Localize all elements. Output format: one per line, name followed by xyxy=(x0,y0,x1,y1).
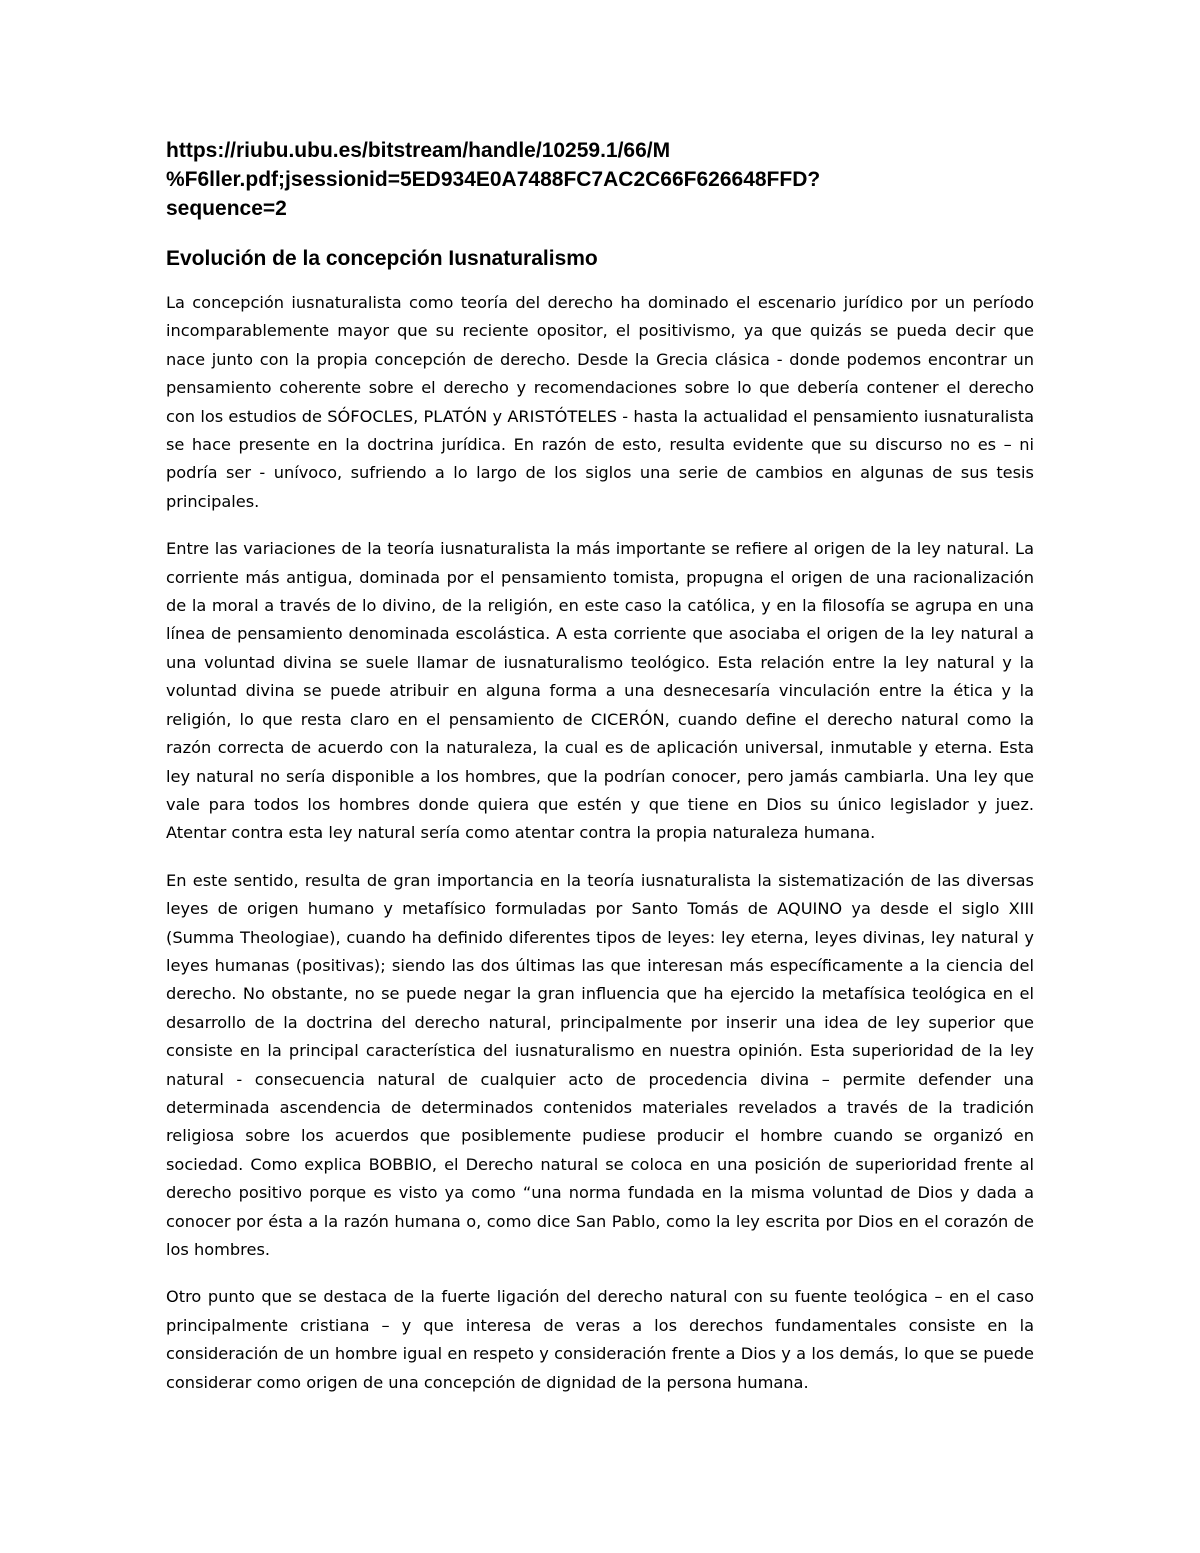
source-url-line: sequence=2 xyxy=(166,197,287,220)
document-title: Evolución de la concepción Iusnaturalismo xyxy=(166,247,598,270)
body-paragraph: En este sentido, resulta de gran importancia en la teoría iusnaturalista la sistematización de las diversas leyes de origen humano y metafísico formuladas por Santo Tomás de AQUINO ya desde el siglo XIII (Summa Theologiae), cuando ha definido diferentes tipos de leyes: ley eterna, leyes divinas, ley natural y leyes humanas (positivas); siendo las dos últimas las que interesan más específicamente a la ciencia del derecho. No obstante, no se puede negar la gran influencia que ha ejercido la metafísica teológica en el desarrollo de la doctrina del derecho natural, principalmente por inserir una idea de ley superior que consiste en la principal característica del iusnaturalismo en nuestra opinión. Esta superioridad de la ley natural - consecuencia natural de cualquier acto de procedencia divina – permite defender una determinada ascendencia de determinados contenidos materiales revelados a través de la tradición religiosa sobre los acuerdos que posiblemente pudiese producir el hombre cuando se organizó en sociedad. Como explica BOBBIO, el Derecho natural se coloca en una posición de superioridad frente al derecho positivo porque es visto ya como “una norma fundada en la misma voluntad de Dios y dada a conocer por ésta a la razón humana o, como dice San Pablo, como la ley escrita por Dios en el corazón de los hombres. xyxy=(166,870,1034,1259)
source-url xyxy=(166,136,1034,223)
source-url-line: %F6ller.pdf;jsessionid=5ED934E0A7488FC7AC2C66F626648FFD? xyxy=(166,168,821,191)
body-paragraph: La concepción iusnaturalista como teoría del derecho ha dominado el escenario jurídico por un período incomparablemente mayor que su reciente opositor, el positivismo, ya que quizás se pueda decir que nace junto con la propia concepción de derecho. Desde la Grecia clásica - donde podemos encontrar un pensamiento coherente sobre el derecho y recomendaciones sobre lo que debería contener el derecho con los estudios de SÓFOCLES, PLATÓN y ARISTÓTELES - hasta la actualidad el pensamiento iusnaturalista se hace presente en la doctrina jurídica. En razón de esto, resulta evidente que su discurso no es – ni podría ser - unívoco, sufriendo a lo largo de los siglos una serie de cambios en algunas de sus tesis principales. xyxy=(166,293,1034,511)
body-paragraph: Entre las variaciones de la teoría iusnaturalista la más importante se refiere al origen de la ley natural. La corriente más antigua, dominada por el pensamiento tomista, propugna el origen de una racionalización de la moral a través de lo divino, de la religión, en este caso la católica, y en la filosofía se agrupa en una línea de pensamiento denominada escolástica. A esta corriente que asociaba el origen de la ley natural a una voluntad divina se suele llamar de iusnaturalismo teológico. Esta relación entre la ley natural y la voluntad divina se puede atribuir en alguna forma a una desnecesaría vinculación entre la ética y la religión, lo que resta claro en el pensamiento de CICERÓN, cuando define el derecho natural como la razón correcta de acuerdo con la naturaleza, la cual es de aplicación universal, inmutable y eterna. Esta ley natural no sería disponible a los hombres, que la podrían conocer, pero jamás cambiarla. Una ley que vale para todos los hombres donde quiera que estén y que tiene en Dios su único legislador y juez. Atentar contra esta ley natural sería como atentar contra la propia naturaleza humana. xyxy=(166,539,1034,843)
source-url-line: https://riubu.ubu.es/bitstream/handle/10259.1/66/M xyxy=(166,139,671,162)
document-page xyxy=(166,136,1034,1397)
body-paragraph: Otro punto que se destaca de la fuerte ligación del derecho natural con su fuente teológica – en el caso principalmente cristiana – y que interesa de veras a los derechos fundamentales consiste en la consideración de un hombre igual en respeto y consideración frente a Dios y a los demás, lo que se puede considerar como origen de una concepción de dignidad de la persona humana. xyxy=(166,1287,1034,1392)
